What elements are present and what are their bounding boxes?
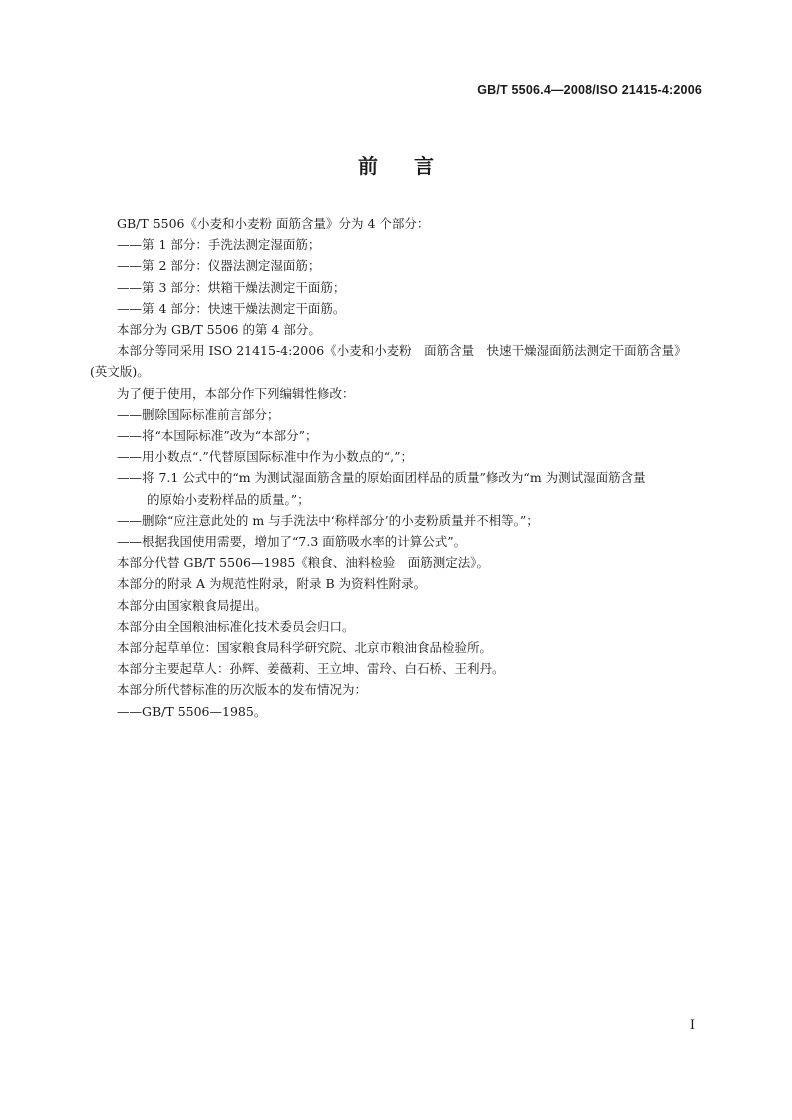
list-item-part-2: ——第 2 部分：仪器法测定湿面筋； <box>117 258 321 274</box>
page-title: 前言 <box>358 154 470 178</box>
page-number: I <box>689 1018 695 1033</box>
list-item-edit-4-continuation: 的原始小麦粉样品的质量。”； <box>147 491 310 507</box>
paragraph-edits-intro: 为了便于使用，本部分作下列编辑性修改： <box>117 385 355 401</box>
paragraph-previous-editions: 本部分所代替标准的历次版本的发布情况为： <box>117 682 368 698</box>
foreword-body <box>90 213 702 722</box>
list-item-edit-1: ——删除国际标准前言部分； <box>117 406 280 422</box>
paragraph-proposed-by: 本部分由国家粮食局提出。 <box>117 597 268 613</box>
paragraph-equivalence: 本部分等同采用 ISO 21415-4:2006《小麦和小麦粉 面筋含量 快速干燥湿面筋法测定干面筋含量》(英文版)。 <box>90 343 687 380</box>
paragraph-drafters: 本部分主要起草人：孙辉、姜薇莉、王立坤、雷玲、白石桥、王利丹。 <box>117 661 505 677</box>
standard-code: GB/T 5506.4—2008/ISO 21415-4:2006 <box>477 83 702 97</box>
list-item-edit-5: ——删除“应注意此处的 m 与手洗法中‘称样部分’的小麦粉质量并不相等。”； <box>117 512 539 528</box>
paragraph-drafting-units: 本部分起草单位：国家粮食局科学研究院、北京市粮油食品检验所。 <box>117 640 493 656</box>
list-item-part-3: ——第 3 部分：烘箱干燥法测定干面筋； <box>117 279 346 295</box>
list-item-edit-6: ——根据我国使用需要，增加了“7.3 面筋吸水率的计算公式”。 <box>117 534 467 550</box>
list-item-edit-3: ——用小数点“.”代替原国际标准中作为小数点的“,”； <box>117 449 414 465</box>
paragraph-replaces: 本部分代替 GB/T 5506—1985《粮食、油料检验 面筋测定法》。 <box>117 555 490 571</box>
list-item-edit-4: ——将 7.1 公式中的“m 为测试湿面筋含量的原始面团样品的质量”修改为“m 为测试湿面筋含量 <box>117 470 646 486</box>
list-item-edit-2: ——将“本国际标准”改为“本部分”； <box>117 428 318 444</box>
paragraph-this-part: 本部分为 GB/T 5506 的第 4 部分。 <box>117 322 321 338</box>
paragraph-parts-intro: GB/T 5506《小麦和小麦粉 面筋含量》分为 4 个部分： <box>117 216 430 231</box>
list-item-previous-edition: ——GB/T 5506—1985。 <box>117 703 267 719</box>
list-item-part-4: ——第 4 部分：快速干燥法测定干面筋。 <box>117 300 346 316</box>
paragraph-annexes: 本部分的附录 A 为规范性附录，附录 B 为资料性附录。 <box>117 576 427 592</box>
list-item-part-1: ——第 1 部分：手洗法测定湿面筋； <box>117 237 321 253</box>
paragraph-managed-by: 本部分由全国粮油标准化技术委员会归口。 <box>117 618 355 634</box>
